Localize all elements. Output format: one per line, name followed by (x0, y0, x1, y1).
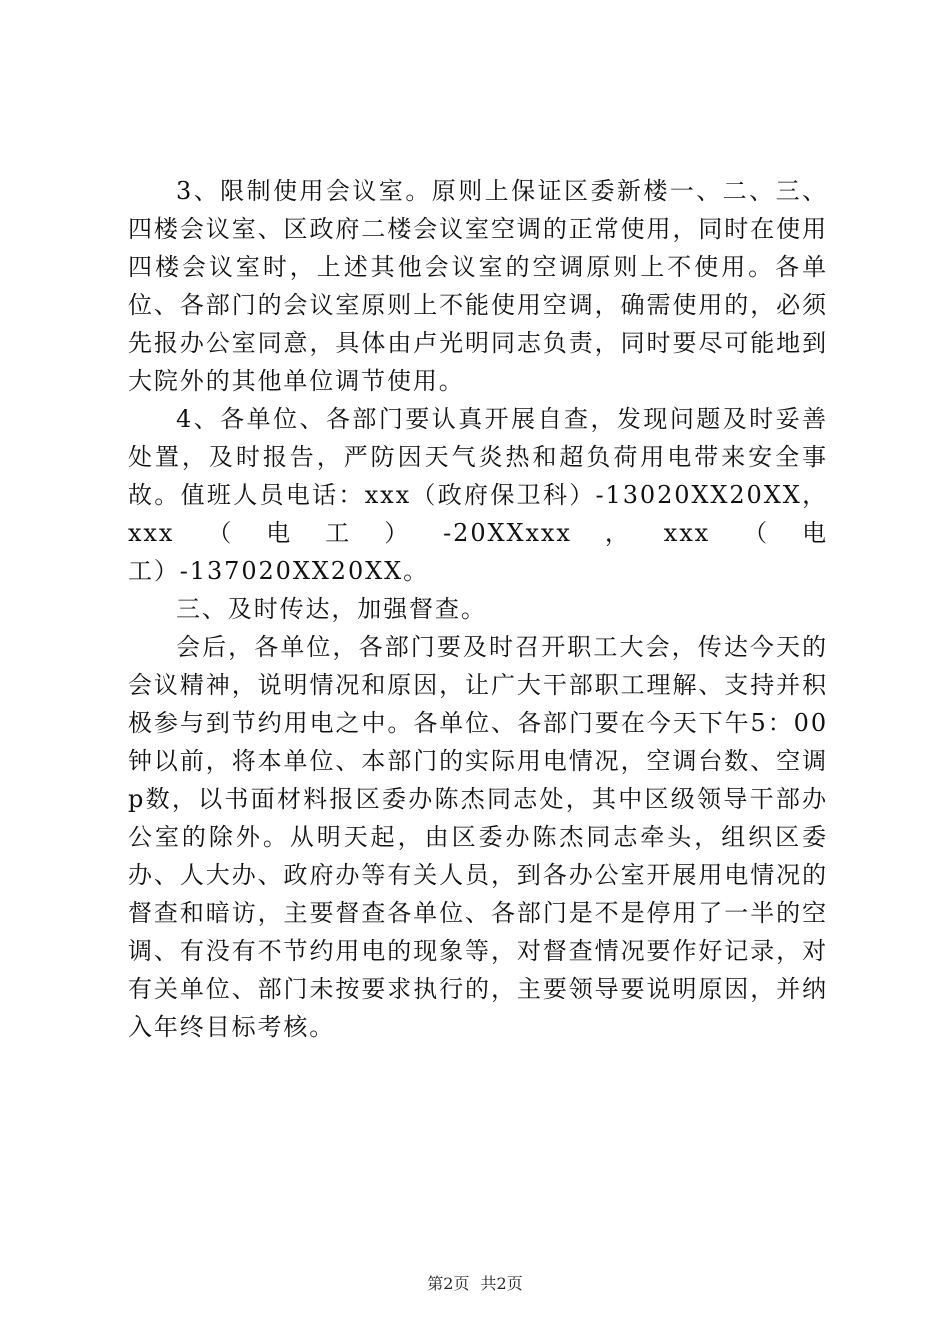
document-body (128, 172, 828, 1046)
paragraph-after-meeting: 会后，各单位，各部门要及时召开职工大会，传达今天的会议精神，说明情况和原因，让广大干部职工理解、支持并积极参与到节约用电之中。各单位、各部门要在今天下午5：00钟以前，将本单位、本部门的实际用电情况，空调台数、空调p数，以书面材料报区委办陈杰同志处，其中区级领导干部办公室的除外。从明天起，由区委办陈杰同志牵头，组织区委办、人大办、政府办等有关人员，到各办公室开展用电情况的督查和暗访，主要督查各单位、各部门是不是停用了一半的空调、有没有不节约用电的现象等，对督查情况要作好记录，对有关单位、部门未按要求执行的，主要领导要说明原因，并纳入年终目标考核。 (128, 633, 828, 1041)
page-footer (0, 1271, 950, 1294)
paragraph-item-4-self-inspection: 4、各单位、各部门要认真开展自查，发现问题及时妥善处置，及时报告，严防因天气炎热和超负荷用电带来安全事故。值班人员电话：xxx（政府保卫科）-13020XX20XX，xxx（电工）-20XXxxx，xxx（电工）-137020XX20XX。 (128, 405, 828, 585)
page-number: 第2页 (427, 1274, 470, 1293)
section-heading-3: 三、及时传达，加强督查。 (176, 595, 487, 623)
paragraph-item-3-meeting-rooms: 3、限制使用会议室。原则上保证区委新楼一、二、三、四楼会议室、区政府二楼会议室空调的正常使用，同时在使用四楼会议室时，上述其他会议室的空调原则上不使用。各单位、各部门的会议室原则上不能使用空调，确需使用的，必须先报办公室同意，具体由卢光明同志负责，同时要尽可能地到大院外的其他单位调节使用。 (128, 177, 828, 395)
page-total: 共2页 (480, 1274, 523, 1293)
